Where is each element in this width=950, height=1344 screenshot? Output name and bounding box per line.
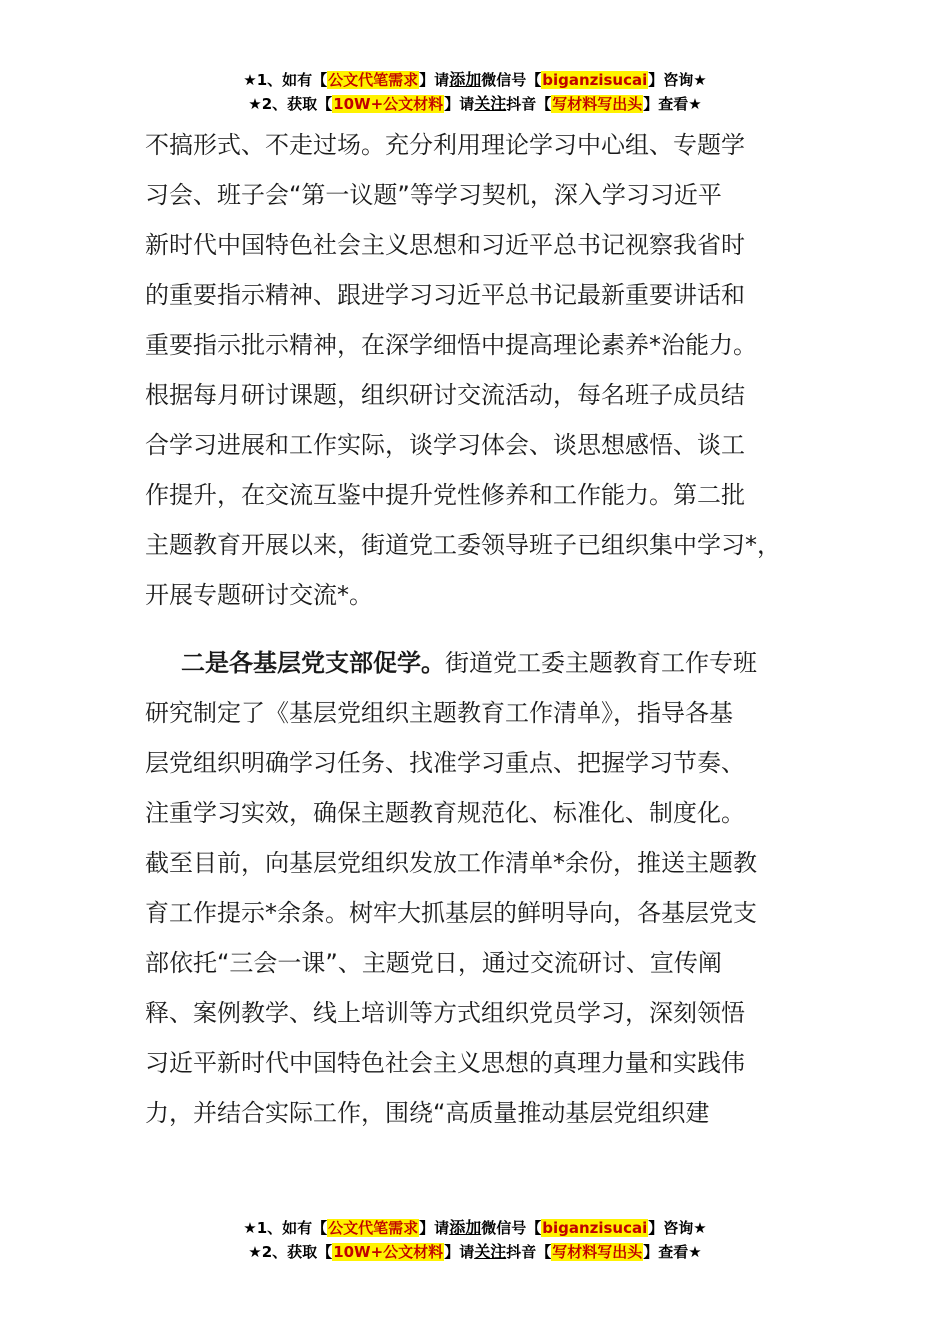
text-line: 部依托“三会一课”、主题党日，通过交流研讨、宣传阐 [145, 949, 722, 977]
highlight-service: 公文代笔需求 [328, 71, 419, 89]
text-line: 释、案例教学、线上培训等方式组织党员学习，深刻领悟 [145, 999, 745, 1027]
star-icon: ★ [248, 95, 262, 113]
text-line: 的重要指示精神、跟进学习习近平总书记最新重要讲话和 [145, 281, 745, 309]
banner-line-1: ★1、如有【公文代笔需求】请添加微信号【biganzisucai】咨询★ [243, 1218, 707, 1237]
highlight-douyin: 写材料写出头 [552, 95, 643, 113]
text-line: 不搞形式、不走过场。充分利用理论学习中心组、专题学 [145, 131, 745, 159]
text-line: 主题教育开展以来，街道党工委领导班子已组织集中学习*， [145, 531, 781, 559]
highlight-wechat-id: biganzisucai [542, 1219, 648, 1237]
header-banner-top [0, 68, 950, 116]
text-line: 作提升，在交流互鉴中提升党性修养和工作能力。第二批 [145, 481, 745, 509]
text-line: 合学习进展和工作实际，谈学习体会、谈思想感悟、谈工 [145, 431, 745, 459]
banner-line-2: ★2、获取【10W+公文材料】请关注抖音【写材料写出头】查看★ [248, 94, 702, 113]
star-icon: ★ [243, 1219, 257, 1237]
text-line: 重要指示批示精神，在深学细悟中提高理论素养*治能力。 [145, 331, 757, 359]
paragraph-2 [145, 638, 835, 1138]
text-line: 习近平新时代中国特色社会主义思想的真理力量和实践伟 [145, 1049, 745, 1077]
star-icon: ★ [243, 71, 257, 89]
text-line: 注重学习实效，确保主题教育规范化、标准化、制度化。 [145, 799, 745, 827]
text-line: 新时代中国特色社会主义思想和习近平总书记视察我省时 [145, 231, 745, 259]
star-icon: ★ [248, 1243, 262, 1261]
banner-line-1: ★1、如有【公文代笔需求】请添加微信号【biganzisucai】咨询★ [243, 70, 707, 89]
banner-line-2: ★2、获取【10W+公文材料】请关注抖音【写材料写出头】查看★ [248, 1242, 702, 1261]
highlight-materials: 10W+公文材料 [333, 1243, 444, 1261]
highlight-service: 公文代笔需求 [328, 1219, 419, 1237]
highlight-douyin: 写材料写出头 [552, 1243, 643, 1261]
text-line: 截至目前，向基层党组织发放工作清单*余份，推送主题教 [145, 849, 757, 877]
text-line: 习会、班子会“第一议题”等学习契机，深入学习习近平 [145, 181, 722, 209]
paragraph-gap [145, 620, 835, 638]
text-line: 层党组织明确学习任务、找准学习重点、把握学习节奏、 [145, 749, 745, 777]
paragraph-heading: 二是各基层党支部促学。 [181, 649, 445, 677]
document-body [145, 120, 835, 1138]
highlight-materials: 10W+公文材料 [333, 95, 444, 113]
text-line: 研究制定了《基层党组织主题教育工作清单》，指导各基 [145, 699, 733, 727]
text-line: 根据每月研讨课题，组织研讨交流活动，每名班子成员结 [145, 381, 745, 409]
text-line: 育工作提示*余条。树牢大抓基层的鲜明导向，各基层党支 [145, 899, 757, 927]
footer-banner [0, 1216, 950, 1264]
text-line: 开展专题研讨交流*。 [145, 581, 373, 609]
paragraph-1 [145, 120, 835, 620]
text-line: 力，并结合实际工作，围绕“高质量推动基层党组织建 [145, 1099, 710, 1127]
highlight-wechat-id: biganzisucai [542, 71, 648, 89]
text-line-first: 二是各基层党支部促学。街道党工委主题教育工作专班 [181, 649, 757, 677]
